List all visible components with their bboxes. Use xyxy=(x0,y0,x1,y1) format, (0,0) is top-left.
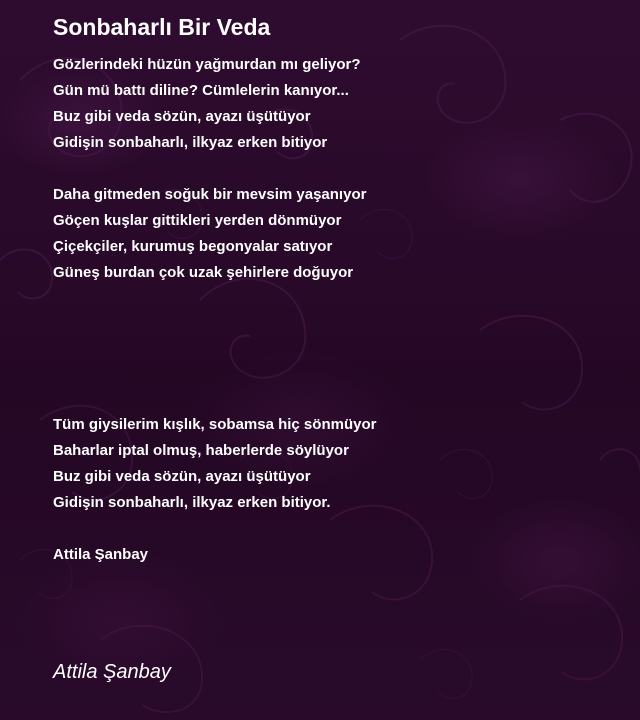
poem-stanza-3 xyxy=(53,412,376,516)
poem-title: Sonbaharlı Bir Veda xyxy=(53,14,271,40)
poem-line: Gözlerindeki hüzün yağmurdan mı geliyor? xyxy=(53,56,361,73)
poem-line: Buz gibi veda sözün, ayazı üşütüyor xyxy=(53,468,311,485)
poem-line: Gidişin sonbaharlı, ilkyaz erken bitiyor xyxy=(53,134,328,151)
poem-line: Çiçekçiler, kurumuş begonyalar satıyor xyxy=(53,238,333,255)
poem-line: Tüm giysilerim kışlık, sobamsa hiç sönmüyor xyxy=(53,416,377,433)
poem-line: Gün mü battı diline? Cümlelerin kanıyor... xyxy=(53,82,349,99)
poem-line: Baharlar iptal olmuş, haberlerde söylüyor xyxy=(53,442,349,459)
poem-author: Attila Şanbay xyxy=(53,546,149,563)
poem-stanza-2 xyxy=(53,182,366,286)
poem-line: Gidişin sonbaharlı, ilkyaz erken bitiyor. xyxy=(53,494,331,511)
poem-stanza-1 xyxy=(53,52,361,156)
author-signature: Attila Şanbay xyxy=(53,661,171,683)
poem-line: Güneş burdan çok uzak şehirlere doğuyor xyxy=(53,264,354,281)
poem-line: Buz gibi veda sözün, ayazı üşütüyor xyxy=(53,108,311,125)
poem-line: Göçen kuşlar gittikleri yerden dönmüyor xyxy=(53,212,342,229)
poem-line: Daha gitmeden soğuk bir mevsim yaşanıyor xyxy=(53,186,367,203)
